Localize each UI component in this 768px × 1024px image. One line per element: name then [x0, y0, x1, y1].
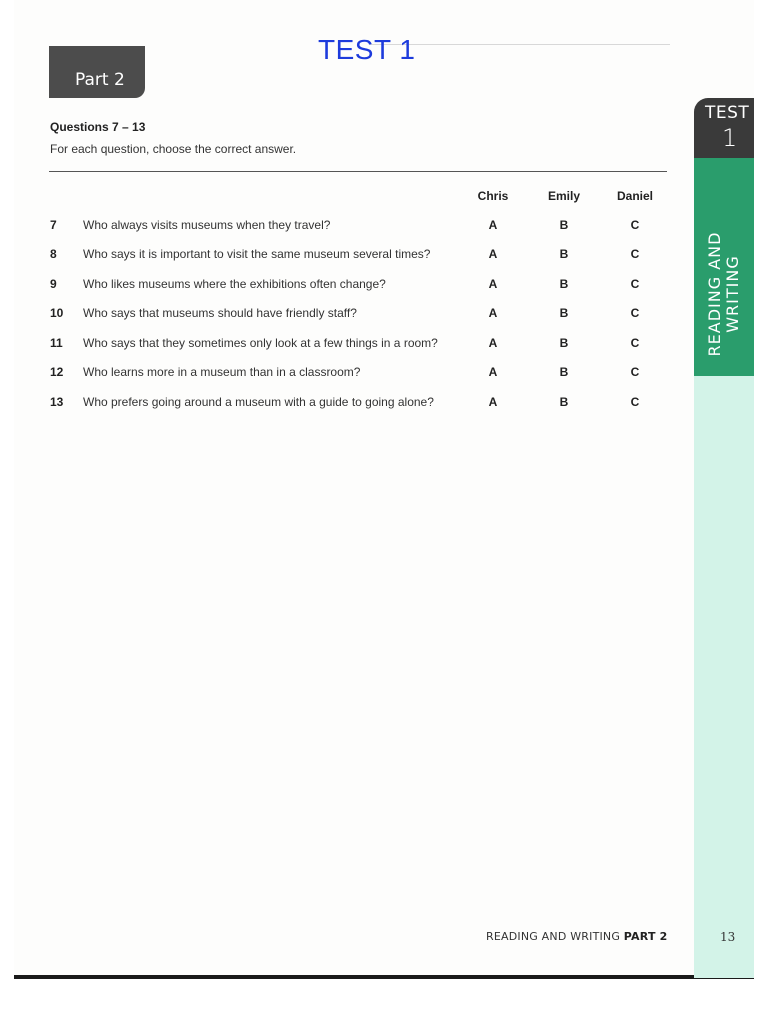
option-c[interactable]: C	[630, 277, 640, 291]
option-c[interactable]: C	[630, 365, 640, 379]
option-a[interactable]: A	[488, 365, 498, 379]
question-row	[0, 218, 690, 238]
footer-part-text: PART 2	[623, 930, 668, 943]
option-c[interactable]: C	[630, 336, 640, 350]
question-number: 12	[50, 365, 64, 379]
question-row	[0, 336, 690, 356]
question-number: 13	[50, 395, 64, 409]
side-margin-band	[694, 376, 754, 978]
option-b[interactable]: B	[559, 395, 569, 409]
question-row	[0, 277, 690, 297]
question-row	[0, 365, 690, 385]
footer-section-text: READING AND WRITING	[486, 930, 621, 943]
question-number: 9	[50, 277, 57, 291]
page-bottom-edge	[14, 975, 754, 979]
option-c[interactable]: C	[630, 395, 640, 409]
side-test-label: TEST	[705, 103, 750, 123]
option-c[interactable]: C	[630, 247, 640, 261]
question-row	[0, 247, 690, 267]
test-title: TEST 1	[318, 34, 416, 65]
part-tab	[49, 46, 145, 98]
column-header-chris: Chris	[477, 189, 509, 203]
questions-heading: Questions 7 – 13	[50, 120, 146, 134]
option-b[interactable]: B	[559, 306, 569, 320]
question-number: 10	[50, 306, 64, 320]
option-c[interactable]: C	[630, 218, 640, 232]
question-text: Who learns more in a museum than in a classroom?	[83, 365, 361, 379]
option-b[interactable]: B	[559, 218, 569, 232]
option-a[interactable]: A	[488, 277, 498, 291]
question-number: 8	[50, 247, 57, 261]
question-row	[0, 395, 690, 415]
option-a[interactable]: A	[488, 306, 498, 320]
option-a[interactable]: A	[488, 218, 498, 232]
option-a[interactable]: A	[488, 247, 498, 261]
option-a[interactable]: A	[488, 336, 498, 350]
question-text: Who says that museums should have friendly staff?	[83, 306, 357, 320]
option-b[interactable]: B	[559, 365, 569, 379]
option-b[interactable]: B	[559, 277, 569, 291]
question-text: Who likes museums where the exhibitions often change?	[83, 277, 386, 291]
question-text: Who says that they sometimes only look at a few things in a room?	[83, 336, 438, 350]
question-row	[0, 306, 690, 326]
question-number: 11	[50, 336, 63, 350]
option-c[interactable]: C	[630, 306, 640, 320]
column-header-emily: Emily	[547, 189, 580, 203]
option-a[interactable]: A	[488, 395, 498, 409]
question-text: Who says it is important to visit the same museum several times?	[83, 247, 431, 261]
divider	[49, 171, 667, 172]
question-text: Who always visits museums when they travel?	[83, 218, 331, 232]
page-number: 13	[720, 930, 736, 944]
option-b[interactable]: B	[559, 336, 569, 350]
side-section-label: READING AND WRITING	[705, 231, 742, 357]
question-number: 7	[50, 218, 57, 232]
column-header-daniel: Daniel	[616, 189, 653, 203]
footer-section-label	[486, 930, 668, 943]
part-tab-label: Part 2	[75, 70, 125, 90]
questions-instruction: For each question, choose the correct answer.	[50, 142, 297, 156]
question-text: Who prefers going around a museum with a guide to going alone?	[83, 395, 434, 409]
side-test-number: 1	[722, 124, 738, 152]
option-b[interactable]: B	[559, 247, 569, 261]
